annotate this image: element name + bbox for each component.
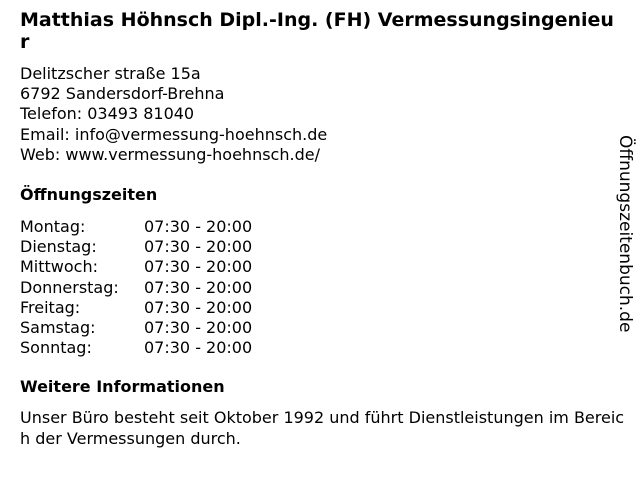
day-label: Donnerstag:	[20, 277, 119, 297]
time-range: 07:30 - 20:00	[144, 217, 253, 237]
day-label: Mittwoch:	[20, 257, 98, 277]
time-range: 07:30 - 20:00	[144, 277, 253, 297]
further-info-heading: Weitere Informationen	[20, 377, 225, 397]
business-name: Matthias Höhnsch Dipl.-Ing. (FH) Vermessungsingenieur	[20, 9, 614, 53]
day-label: Montag:	[20, 217, 86, 237]
day-label: Samstag:	[20, 318, 96, 338]
day-label: Freitag:	[20, 297, 81, 317]
address-block	[20, 64, 632, 165]
hours-row-monday	[20, 217, 632, 237]
time-range: 07:30 - 20:00	[144, 338, 253, 358]
hours-row-friday	[20, 298, 632, 318]
time-range: 07:30 - 20:00	[144, 257, 253, 277]
hours-row-tuesday	[20, 237, 632, 257]
city-address: 6792 Sandersdorf-Brehna	[20, 84, 225, 104]
day-label: Sonntag:	[20, 338, 92, 358]
time-range: 07:30 - 20:00	[144, 318, 253, 338]
watermark-label: Öffnungszeitenbuch.de	[615, 135, 635, 333]
hours-row-wednesday	[20, 257, 632, 277]
further-info-text: Unser Büro besteht seit Oktober 1992 und führt Dienstleistungen im Bereich der Vermessungen durch.	[20, 408, 625, 449]
hours-row-thursday	[20, 278, 632, 298]
street-address: Delitzscher straße 15a	[20, 64, 201, 83]
phone-number: Telefon: 03493 81040	[20, 104, 195, 124]
day-label: Dienstag:	[20, 237, 97, 257]
hours-row-saturday	[20, 318, 632, 338]
email-address: Email: info@vermessung-hoehnsch.de	[20, 124, 328, 144]
opening-hours-heading: Öffnungszeiten	[20, 185, 158, 205]
time-range: 07:30 - 20:00	[144, 237, 253, 257]
website-url: Web: www.vermessung-hoehnsch.de/	[20, 144, 320, 164]
hours-row-sunday	[20, 338, 632, 358]
business-card	[20, 9, 632, 449]
opening-hours-table	[20, 217, 632, 358]
time-range: 07:30 - 20:00	[144, 297, 253, 317]
